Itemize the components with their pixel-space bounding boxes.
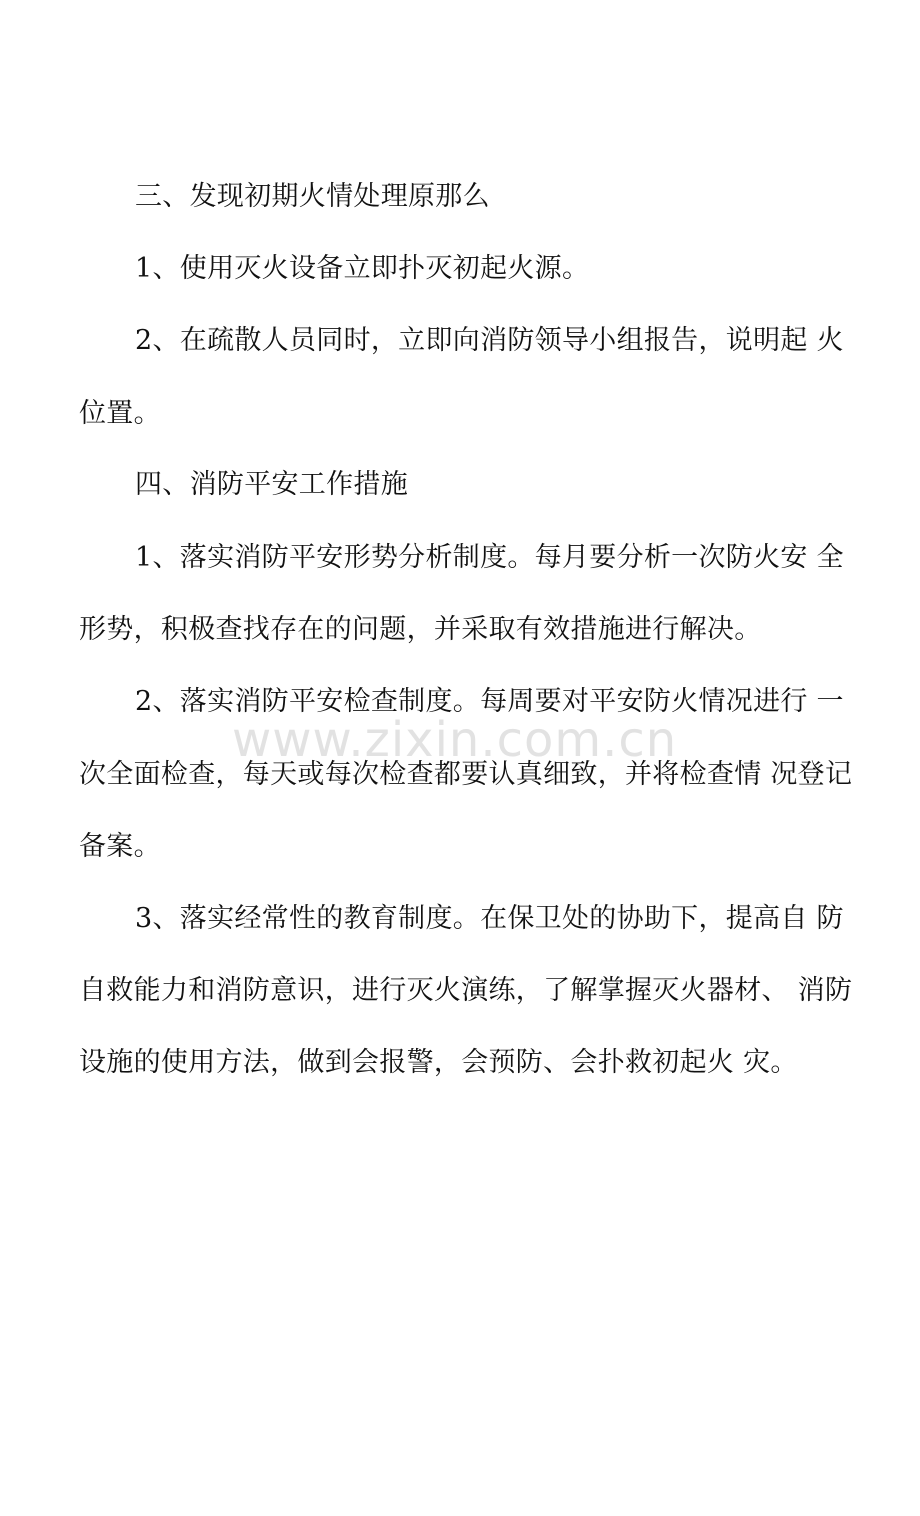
section-4-item-1-line-1: 1、落实消防平安形势分析制度。每月要分析一次防火安 全 xyxy=(135,542,844,573)
section-4-item-3-line-1: 3、落实经常性的教育制度。在保卫处的协助下，提高自 防 xyxy=(135,903,844,934)
section-4-item-2-line-3: 备案。 xyxy=(79,831,161,862)
section-4-heading: 四、消防平安工作措施 xyxy=(135,469,408,500)
section-4-item-1-line-2: 形势，积极查找存在的问题，并采取有效措施进行解决。 xyxy=(79,614,762,645)
section-3-heading: 三、发现初期火情处理原那么 xyxy=(135,181,490,212)
section-3-item-2-line-2: 位置。 xyxy=(79,398,161,429)
watermark: www.zixin.com.cn xyxy=(232,712,678,768)
section-4-item-2-line-2: 次全面检查，每天或每次检查都要认真细致，并将检查情 况登记 xyxy=(79,759,853,790)
section-4-item-3-line-2: 自救能力和消防意识，进行灭火演练，了解掌握灭火器材、 消防 xyxy=(79,975,853,1006)
section-3-item-2-line-1: 2、在疏散人员同时，立即向消防领导小组报告，说明起 火 xyxy=(135,325,844,356)
section-3-item-1: 1、使用灭火设备立即扑灭初起火源。 xyxy=(135,253,590,284)
section-4-item-2-line-1: 2、落实消防平安检查制度。每周要对平安防火情况进行 一 xyxy=(135,686,844,717)
section-4-item-3-line-3: 设施的使用方法，做到会报警，会预防、会扑救初起火 灾。 xyxy=(79,1047,798,1078)
